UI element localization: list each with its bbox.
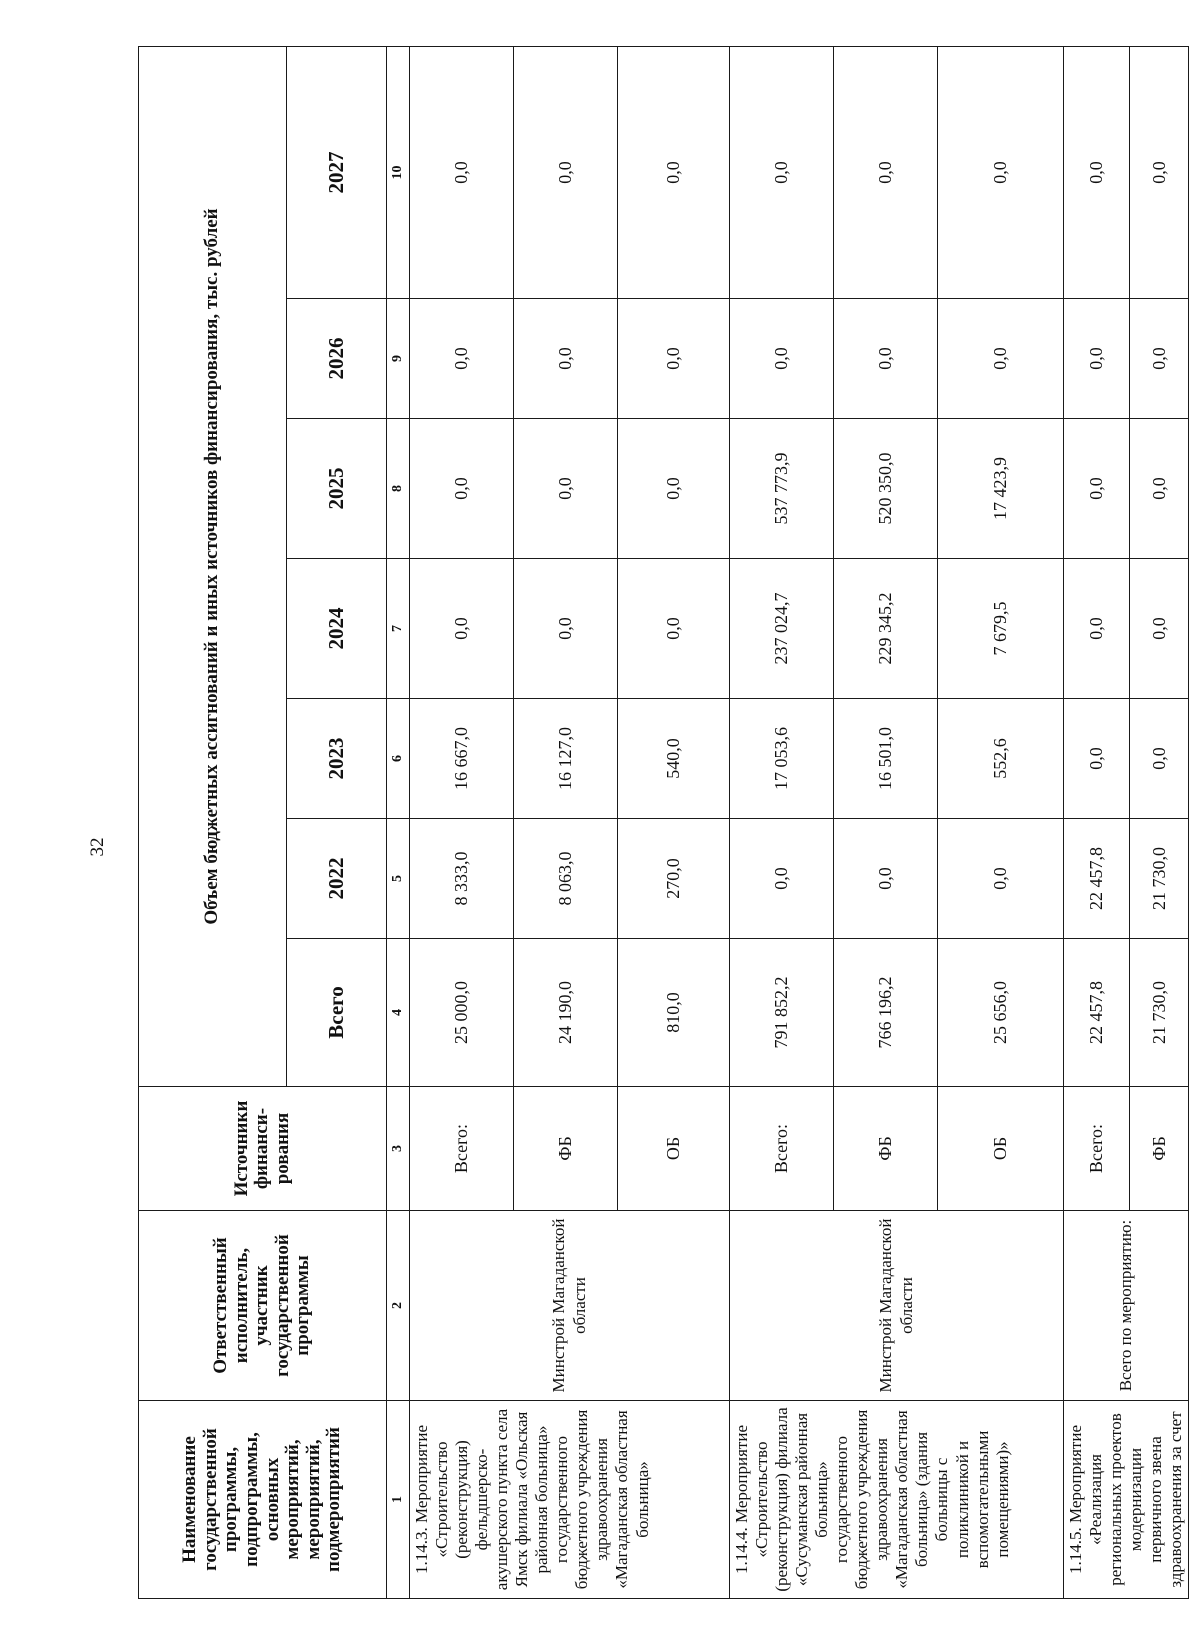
value-year: 0,0 [1130, 699, 1189, 819]
column-number-row [387, 46, 410, 1598]
value-year: 552,6 [938, 699, 1064, 819]
value-year: 0,0 [410, 419, 514, 559]
value-year: 270,0 [618, 819, 730, 939]
value-year: 0,0 [514, 559, 618, 699]
funding-source: Всего: [410, 1087, 514, 1211]
value-year: 0,0 [938, 299, 1064, 419]
value-year: 0,0 [1130, 299, 1189, 419]
value-year: 0,0 [834, 299, 938, 419]
column-number: 2 [387, 1211, 410, 1401]
header-year: 2026 [287, 299, 387, 419]
value-year: 0,0 [410, 559, 514, 699]
header-responsible-column: Ответственный исполнитель, участник государственной программы [139, 1211, 387, 1401]
value-year: 0,0 [618, 299, 730, 419]
responsible-executor: Всего по мероприятию: [1064, 1211, 1189, 1401]
value-year: 229 345,2 [834, 559, 938, 699]
value-year: 0,0 [618, 46, 730, 298]
funding-source: ФБ [1130, 1087, 1189, 1211]
header-row-1 [139, 46, 287, 1598]
value-year: 0,0 [730, 299, 834, 419]
column-number: 4 [387, 939, 410, 1087]
column-number: 1 [387, 1401, 410, 1599]
funding-source: ОБ [618, 1087, 730, 1211]
header-year: 2025 [287, 419, 387, 559]
value-year: 0,0 [1064, 46, 1130, 298]
value-year: 0,0 [618, 559, 730, 699]
value-total: 25 000,0 [410, 939, 514, 1087]
value-year: 537 773,9 [730, 419, 834, 559]
header-year: 2024 [287, 559, 387, 699]
table-body [139, 46, 1189, 1598]
value-year: 0,0 [514, 419, 618, 559]
responsible-executor: Минстрой Магаданской области [730, 1211, 1064, 1401]
column-number: 7 [387, 559, 410, 699]
funding-source: Всего: [1064, 1087, 1130, 1211]
value-total: 791 852,2 [730, 939, 834, 1087]
value-year: 0,0 [410, 299, 514, 419]
value-year: 0,0 [834, 819, 938, 939]
header-year: 2023 [287, 699, 387, 819]
funding-source: Всего: [730, 1087, 834, 1211]
header-funding-group: Объем бюджетных ассигнований и иных источников финансирования, тыс. рублей [139, 46, 287, 1086]
value-year: 0,0 [1064, 699, 1130, 819]
value-year: 0,0 [618, 419, 730, 559]
value-year: 520 350,0 [834, 419, 938, 559]
value-year: 0,0 [730, 46, 834, 298]
header-year: 2027 [287, 46, 387, 298]
column-number: 5 [387, 819, 410, 939]
value-total: 24 190,0 [514, 939, 618, 1087]
data-row [410, 46, 514, 1598]
header-total: Всего [287, 939, 387, 1087]
value-year: 0,0 [1064, 299, 1130, 419]
page-number: 32 [87, 837, 108, 857]
column-number: 6 [387, 699, 410, 819]
value-year: 21 730,0 [1130, 819, 1189, 939]
header-year: 2022 [287, 819, 387, 939]
responsible-executor: Минстрой Магаданской области [410, 1211, 730, 1401]
column-number: 3 [387, 1087, 410, 1211]
value-year: 540,0 [618, 699, 730, 819]
data-row [1064, 46, 1130, 1598]
value-year: 0,0 [1064, 419, 1130, 559]
funding-source: ФБ [514, 1087, 618, 1211]
value-year: 16 127,0 [514, 699, 618, 819]
value-year: 17 423,9 [938, 419, 1064, 559]
value-year: 0,0 [1130, 419, 1189, 559]
header-source-column: Источники финанси-рования [139, 1087, 387, 1211]
value-year: 0,0 [730, 819, 834, 939]
column-number: 10 [387, 46, 410, 298]
value-total: 22 457,8 [1064, 939, 1130, 1087]
funding-source: ОБ [938, 1087, 1064, 1211]
value-total: 766 196,2 [834, 939, 938, 1087]
column-number: 8 [387, 419, 410, 559]
value-year: 0,0 [1130, 559, 1189, 699]
value-total: 25 656,0 [938, 939, 1064, 1087]
value-year: 0,0 [938, 819, 1064, 939]
header-name-column: Наименование государственной программы, подпрограммы, основных мероприятий, мероприятий, подмероприятий [139, 1401, 387, 1599]
rotated-table-container [138, 47, 1186, 1599]
activity-name: 1.14.4. Мероприятие «Строительство (реконструкция) филиала «Сусуманская районная больница» государственного бюджетного учреждения здравоохранения «Магаданская областная больница» (здания больницы с поликлиникой и вспомогательными помещениями)» [730, 1401, 1064, 1599]
value-year: 0,0 [834, 46, 938, 298]
value-total: 21 730,0 [1130, 939, 1189, 1087]
value-year: 8 333,0 [410, 819, 514, 939]
value-year: 17 053,6 [730, 699, 834, 819]
activity-name: 1.14.3. Мероприятие «Строительство (реконструкция) фельдшерско-акушерского пункта села Ямск филиала «Ольская районная больница» государственного бюджетного учреждения здравоохранения «Магаданская областная больница» [410, 1401, 730, 1599]
funding-source: ФБ [834, 1087, 938, 1211]
financing-table [138, 46, 1189, 1599]
value-year: 16 501,0 [834, 699, 938, 819]
data-row [730, 46, 834, 1598]
value-year: 0,0 [514, 299, 618, 419]
value-year: 0,0 [410, 46, 514, 298]
value-year: 0,0 [1130, 46, 1189, 298]
value-year: 0,0 [1064, 559, 1130, 699]
column-number: 9 [387, 299, 410, 419]
value-year: 8 063,0 [514, 819, 618, 939]
value-year: 237 024,7 [730, 559, 834, 699]
value-year: 0,0 [938, 46, 1064, 298]
value-year: 22 457,8 [1064, 819, 1130, 939]
value-year: 0,0 [514, 46, 618, 298]
value-year: 16 667,0 [410, 699, 514, 819]
activity-name: 1.14.5. Мероприятие «Реализация региональных проектов модернизации первичного звена здравоохранения за счет [1064, 1401, 1189, 1599]
value-total: 810,0 [618, 939, 730, 1087]
value-year: 7 679,5 [938, 559, 1064, 699]
